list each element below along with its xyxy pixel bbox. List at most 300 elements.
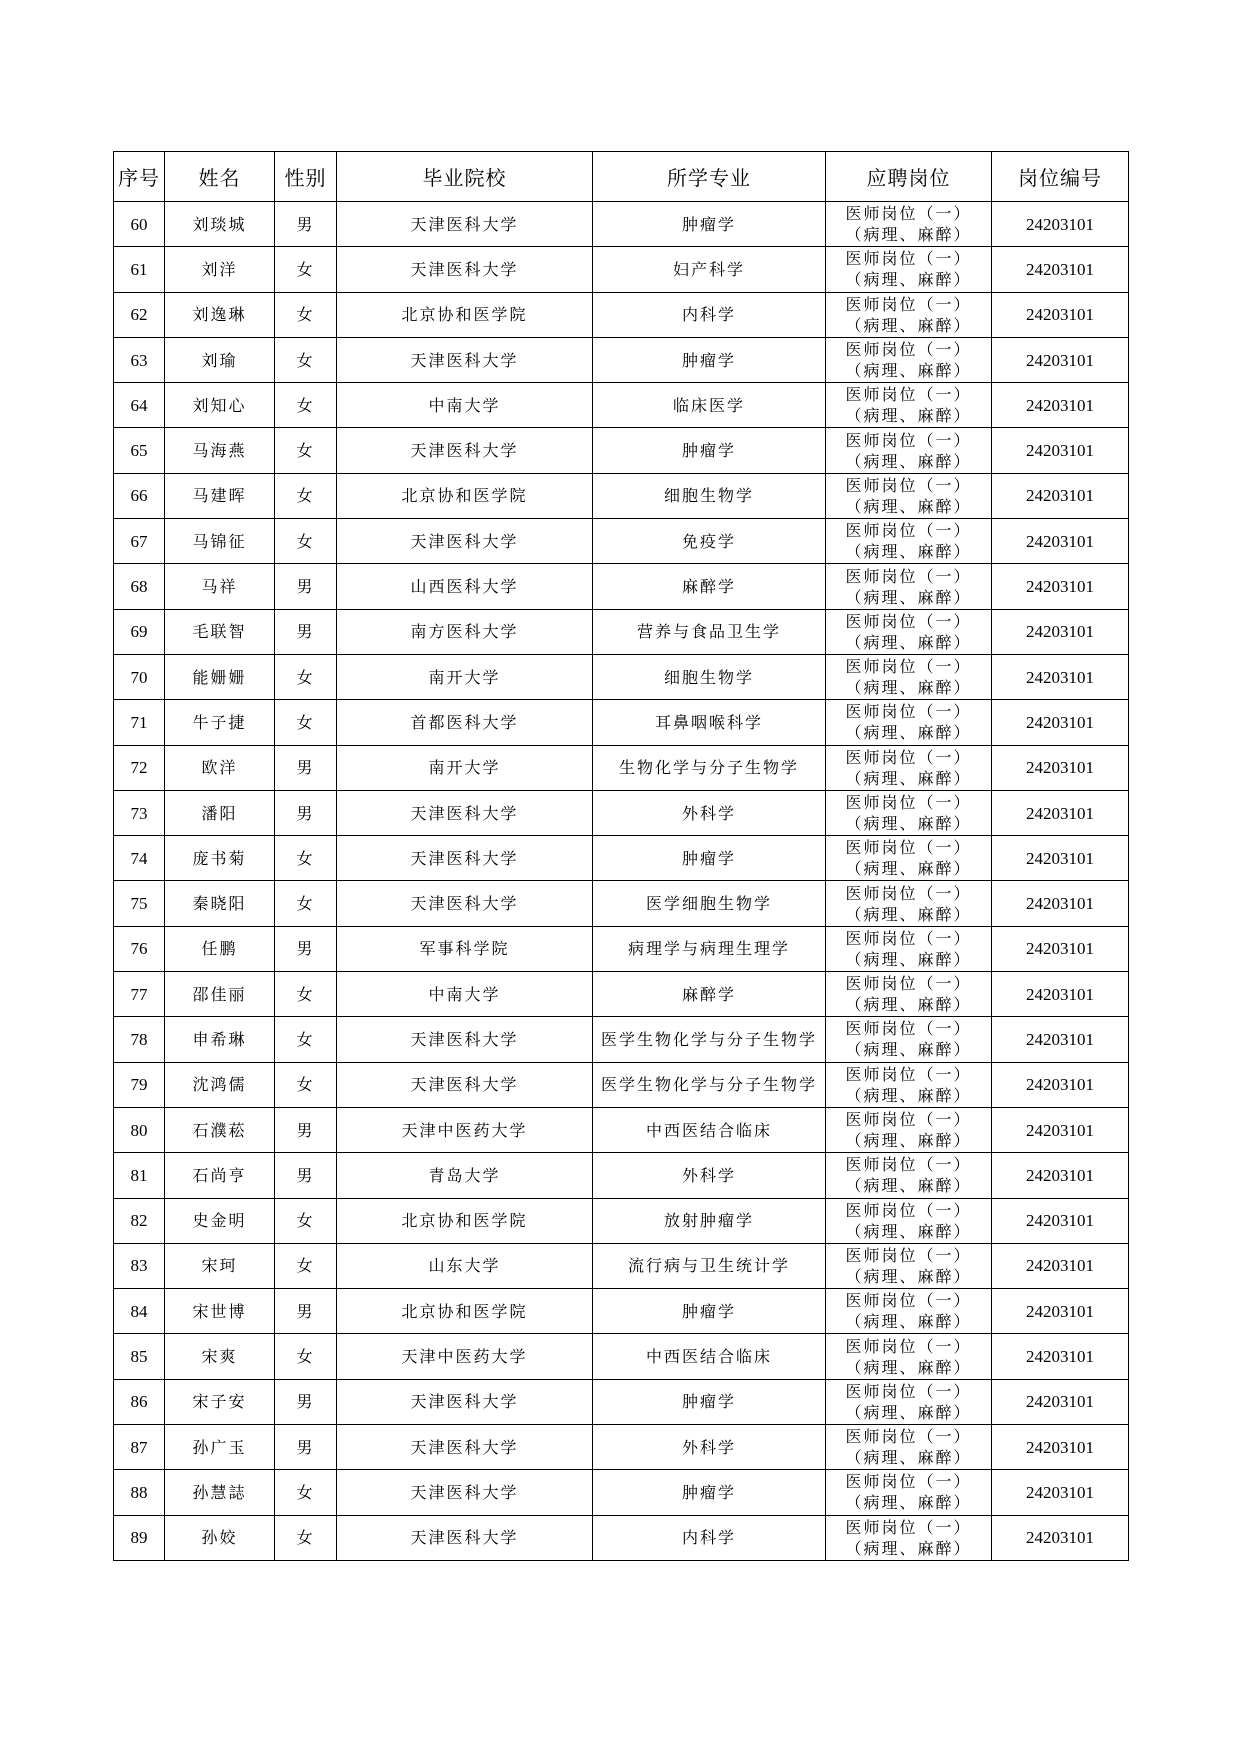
cell-position (826, 1198, 992, 1243)
cell-gender: 女 (275, 881, 337, 926)
cell-code: 24203101 (992, 1515, 1129, 1560)
position-line: 医师岗位（一） (845, 657, 972, 677)
cell-position (826, 1062, 992, 1107)
cell-code: 24203101 (992, 836, 1129, 881)
cell-school: 天津医科大学 (337, 202, 593, 247)
cell-name: 刘琰城 (165, 202, 275, 247)
cell-code: 24203101 (992, 1107, 1129, 1152)
cell-school: 天津医科大学 (337, 1379, 593, 1424)
cell-code: 24203101 (992, 1198, 1129, 1243)
cell-position (826, 926, 992, 971)
position-line: 医师岗位（一） (845, 1110, 972, 1130)
cell-gender: 女 (275, 1470, 337, 1515)
cell-name: 毛联智 (165, 609, 275, 654)
position-line: 医师岗位（一） (845, 475, 972, 495)
cell-school: 南开大学 (337, 745, 593, 790)
cell-position (826, 428, 992, 473)
cell-major: 耳鼻咽喉科学 (593, 700, 826, 745)
table-row (114, 519, 1129, 564)
cell-no: 66 (114, 473, 165, 518)
cell-position (826, 1289, 992, 1334)
cell-gender: 女 (275, 337, 337, 382)
table-row (114, 654, 1129, 699)
position-line: （病理、麻醉） (845, 1085, 972, 1105)
position-line: （病理、麻醉） (845, 1266, 972, 1286)
cell-gender: 女 (275, 473, 337, 518)
cell-no: 73 (114, 790, 165, 835)
cell-name: 马海燕 (165, 428, 275, 473)
cell-major: 细胞生物学 (593, 473, 826, 518)
position-line: 医师岗位（一） (845, 1019, 972, 1039)
cell-gender: 女 (275, 700, 337, 745)
table-row (114, 564, 1129, 609)
cell-major: 内科学 (593, 1515, 826, 1560)
position-line: 医师岗位（一） (845, 294, 972, 314)
header-code: 岗位编号 (992, 152, 1129, 202)
cell-position (826, 202, 992, 247)
cell-no: 75 (114, 881, 165, 926)
cell-no: 68 (114, 564, 165, 609)
cell-code: 24203101 (992, 1289, 1129, 1334)
cell-school: 山东大学 (337, 1243, 593, 1288)
cell-no: 63 (114, 337, 165, 382)
position-line: （病理、麻醉） (845, 1538, 972, 1558)
cell-position (826, 836, 992, 881)
cell-code: 24203101 (992, 745, 1129, 790)
table-row (114, 972, 1129, 1017)
cell-gender: 女 (275, 1243, 337, 1288)
cell-code: 24203101 (992, 1379, 1129, 1424)
cell-major: 麻醉学 (593, 972, 826, 1017)
table-row (114, 1198, 1129, 1243)
cell-school: 天津医科大学 (337, 1515, 593, 1560)
position-line: （病理、麻醉） (845, 496, 972, 516)
cell-gender: 女 (275, 1515, 337, 1560)
cell-gender: 女 (275, 428, 337, 473)
cell-school: 天津中医药大学 (337, 1107, 593, 1152)
cell-no: 86 (114, 1379, 165, 1424)
cell-name: 庞书菊 (165, 836, 275, 881)
cell-school: 青岛大学 (337, 1153, 593, 1198)
cell-position (826, 972, 992, 1017)
cell-code: 24203101 (992, 428, 1129, 473)
header-no: 序号 (114, 152, 165, 202)
cell-position (826, 654, 992, 699)
cell-name: 石尚亨 (165, 1153, 275, 1198)
position-line: （病理、麻醉） (845, 1357, 972, 1377)
cell-major: 营养与食品卫生学 (593, 609, 826, 654)
table-row (114, 745, 1129, 790)
position-line: （病理、麻醉） (845, 678, 972, 698)
cell-gender: 男 (275, 609, 337, 654)
cell-no: 70 (114, 654, 165, 699)
cell-school: 南方医科大学 (337, 609, 593, 654)
position-line: （病理、麻醉） (845, 451, 972, 471)
cell-major: 生物化学与分子生物学 (593, 745, 826, 790)
table-row (114, 1017, 1129, 1062)
position-line: 医师岗位（一） (845, 1064, 972, 1084)
position-line: （病理、麻醉） (845, 587, 972, 607)
cell-code: 24203101 (992, 1243, 1129, 1288)
table-row (114, 473, 1129, 518)
position-line: （病理、麻醉） (845, 225, 972, 245)
cell-position (826, 1334, 992, 1379)
position-line: 医师岗位（一） (845, 611, 972, 631)
cell-code: 24203101 (992, 383, 1129, 428)
cell-major: 妇产科学 (593, 247, 826, 292)
cell-school: 天津医科大学 (337, 428, 593, 473)
position-line: 医师岗位（一） (845, 1200, 972, 1220)
cell-gender: 女 (275, 1198, 337, 1243)
cell-gender: 男 (275, 202, 337, 247)
cell-name: 宋子安 (165, 1379, 275, 1424)
cell-code: 24203101 (992, 1470, 1129, 1515)
position-line: （病理、麻醉） (845, 1131, 972, 1151)
cell-school: 天津医科大学 (337, 1470, 593, 1515)
cell-name: 刘洋 (165, 247, 275, 292)
position-line: 医师岗位（一） (845, 1245, 972, 1265)
cell-major: 肿瘤学 (593, 1379, 826, 1424)
cell-no: 83 (114, 1243, 165, 1288)
cell-name: 欧洋 (165, 745, 275, 790)
cell-name: 牛子捷 (165, 700, 275, 745)
cell-code: 24203101 (992, 609, 1129, 654)
cell-position (826, 881, 992, 926)
position-line: 医师岗位（一） (845, 883, 972, 903)
cell-school: 军事科学院 (337, 926, 593, 971)
cell-gender: 男 (275, 926, 337, 971)
table-row (114, 1470, 1129, 1515)
cell-code: 24203101 (992, 1153, 1129, 1198)
table-row (114, 1515, 1129, 1560)
cell-name: 马锦征 (165, 519, 275, 564)
cell-name: 刘逸琳 (165, 292, 275, 337)
cell-code: 24203101 (992, 700, 1129, 745)
cell-no: 60 (114, 202, 165, 247)
cell-gender: 男 (275, 1107, 337, 1152)
table-row (114, 1425, 1129, 1470)
cell-major: 肿瘤学 (593, 1470, 826, 1515)
cell-school: 北京协和医学院 (337, 292, 593, 337)
position-line: 医师岗位（一） (845, 928, 972, 948)
position-line: （病理、麻醉） (845, 361, 972, 381)
cell-gender: 男 (275, 1425, 337, 1470)
cell-major: 中西医结合临床 (593, 1107, 826, 1152)
table-row (114, 337, 1129, 382)
cell-gender: 男 (275, 790, 337, 835)
position-line: 医师岗位（一） (845, 430, 972, 450)
cell-school: 天津医科大学 (337, 881, 593, 926)
position-line: （病理、麻醉） (845, 768, 972, 788)
cell-school: 天津医科大学 (337, 1017, 593, 1062)
cell-major: 肿瘤学 (593, 337, 826, 382)
cell-position (826, 1425, 992, 1470)
cell-school: 山西医科大学 (337, 564, 593, 609)
cell-code: 24203101 (992, 519, 1129, 564)
cell-code: 24203101 (992, 337, 1129, 382)
cell-name: 申希琳 (165, 1017, 275, 1062)
cell-major: 外科学 (593, 1425, 826, 1470)
cell-no: 74 (114, 836, 165, 881)
cell-gender: 女 (275, 383, 337, 428)
cell-name: 宋爽 (165, 1334, 275, 1379)
cell-no: 71 (114, 700, 165, 745)
position-line: （病理、麻醉） (845, 1493, 972, 1513)
cell-school: 天津医科大学 (337, 1062, 593, 1107)
cell-position (826, 609, 992, 654)
document-page (113, 151, 1128, 1561)
table-row (114, 1289, 1129, 1334)
candidate-table (113, 151, 1129, 1561)
cell-name: 马祥 (165, 564, 275, 609)
cell-code: 24203101 (992, 1062, 1129, 1107)
cell-gender: 女 (275, 836, 337, 881)
cell-no: 81 (114, 1153, 165, 1198)
cell-position (826, 564, 992, 609)
table-row (114, 790, 1129, 835)
position-line: 医师岗位（一） (845, 1336, 972, 1356)
cell-code: 24203101 (992, 292, 1129, 337)
header-school: 毕业院校 (337, 152, 593, 202)
position-line: 医师岗位（一） (845, 793, 972, 812)
table-row (114, 836, 1129, 881)
table-row (114, 383, 1129, 428)
table-row (114, 609, 1129, 654)
table-row (114, 926, 1129, 971)
cell-school: 北京协和医学院 (337, 1198, 593, 1243)
cell-code: 24203101 (992, 972, 1129, 1017)
cell-no: 82 (114, 1198, 165, 1243)
position-line: 医师岗位（一） (845, 249, 972, 269)
cell-school: 天津医科大学 (337, 1425, 593, 1470)
cell-gender: 男 (275, 745, 337, 790)
position-line: （病理、麻醉） (845, 814, 972, 833)
cell-name: 孙慧誌 (165, 1470, 275, 1515)
cell-position (826, 790, 992, 835)
cell-position (826, 383, 992, 428)
position-line: 医师岗位（一） (845, 702, 972, 722)
cell-code: 24203101 (992, 202, 1129, 247)
position-line: （病理、麻醉） (845, 1448, 972, 1468)
cell-no: 84 (114, 1289, 165, 1334)
cell-name: 能姗姗 (165, 654, 275, 699)
cell-position (826, 745, 992, 790)
cell-code: 24203101 (992, 473, 1129, 518)
cell-school: 天津医科大学 (337, 337, 593, 382)
cell-gender: 女 (275, 1062, 337, 1107)
cell-major: 医学生物化学与分子生物学 (593, 1062, 826, 1107)
cell-no: 62 (114, 292, 165, 337)
cell-position (826, 700, 992, 745)
cell-no: 89 (114, 1515, 165, 1560)
cell-name: 邵佳丽 (165, 972, 275, 1017)
cell-major: 医学生物化学与分子生物学 (593, 1017, 826, 1062)
table-header-row (114, 152, 1129, 202)
table-row (114, 428, 1129, 473)
position-line: （病理、麻醉） (845, 1040, 972, 1060)
cell-major: 中西医结合临床 (593, 1334, 826, 1379)
cell-gender: 男 (275, 1153, 337, 1198)
position-line: （病理、麻醉） (845, 315, 972, 335)
table-row (114, 202, 1129, 247)
cell-school: 北京协和医学院 (337, 1289, 593, 1334)
cell-school: 中南大学 (337, 383, 593, 428)
cell-school: 北京协和医学院 (337, 473, 593, 518)
cell-code: 24203101 (992, 1017, 1129, 1062)
cell-no: 67 (114, 519, 165, 564)
cell-gender: 女 (275, 972, 337, 1017)
cell-no: 87 (114, 1425, 165, 1470)
cell-gender: 男 (275, 564, 337, 609)
cell-gender: 女 (275, 1334, 337, 1379)
position-line: 医师岗位（一） (845, 1155, 972, 1175)
table-row (114, 1107, 1129, 1152)
cell-name: 宋世博 (165, 1289, 275, 1334)
cell-position (826, 1470, 992, 1515)
cell-major: 外科学 (593, 1153, 826, 1198)
position-line: 医师岗位（一） (845, 1517, 972, 1537)
table-row (114, 700, 1129, 745)
cell-gender: 女 (275, 292, 337, 337)
cell-gender: 女 (275, 1017, 337, 1062)
position-line: 医师岗位（一） (845, 747, 972, 767)
cell-major: 放射肿瘤学 (593, 1198, 826, 1243)
cell-major: 肿瘤学 (593, 428, 826, 473)
position-line: （病理、麻醉） (845, 1402, 972, 1422)
cell-code: 24203101 (992, 790, 1129, 835)
cell-code: 24203101 (992, 247, 1129, 292)
cell-major: 肿瘤学 (593, 202, 826, 247)
cell-no: 79 (114, 1062, 165, 1107)
cell-position (826, 1107, 992, 1152)
cell-name: 石濮菘 (165, 1107, 275, 1152)
table-row (114, 1062, 1129, 1107)
cell-school: 天津医科大学 (337, 836, 593, 881)
position-line: 医师岗位（一） (845, 340, 972, 360)
cell-no: 88 (114, 1470, 165, 1515)
cell-school: 中南大学 (337, 972, 593, 1017)
cell-no: 69 (114, 609, 165, 654)
cell-school: 首都医科大学 (337, 700, 593, 745)
cell-major: 肿瘤学 (593, 1289, 826, 1334)
cell-code: 24203101 (992, 926, 1129, 971)
position-line: 医师岗位（一） (845, 1291, 972, 1311)
cell-position (826, 1017, 992, 1062)
table-row (114, 881, 1129, 926)
position-line: （病理、麻醉） (845, 859, 972, 879)
cell-code: 24203101 (992, 1334, 1129, 1379)
header-gender: 性别 (275, 152, 337, 202)
cell-position (826, 1515, 992, 1560)
cell-major: 医学细胞生物学 (593, 881, 826, 926)
header-name: 姓名 (165, 152, 275, 202)
cell-no: 85 (114, 1334, 165, 1379)
cell-school: 南开大学 (337, 654, 593, 699)
position-line: 医师岗位（一） (845, 838, 972, 858)
cell-name: 刘瑜 (165, 337, 275, 382)
position-line: 医师岗位（一） (845, 1472, 972, 1492)
table-row (114, 1243, 1129, 1288)
cell-gender: 男 (275, 1289, 337, 1334)
position-line: （病理、麻醉） (845, 1221, 972, 1241)
cell-school: 天津医科大学 (337, 519, 593, 564)
header-major: 所学专业 (593, 152, 826, 202)
position-line: （病理、麻醉） (845, 542, 972, 562)
cell-school: 天津医科大学 (337, 790, 593, 835)
table-row (114, 1379, 1129, 1424)
position-line: 医师岗位（一） (845, 974, 972, 994)
cell-name: 任鹏 (165, 926, 275, 971)
cell-major: 病理学与病理生理学 (593, 926, 826, 971)
cell-no: 72 (114, 745, 165, 790)
cell-gender: 男 (275, 1379, 337, 1424)
cell-school: 天津中医药大学 (337, 1334, 593, 1379)
cell-major: 内科学 (593, 292, 826, 337)
position-line: 医师岗位（一） (845, 1427, 972, 1447)
cell-major: 临床医学 (593, 383, 826, 428)
cell-no: 77 (114, 972, 165, 1017)
table-row (114, 247, 1129, 292)
position-line: 医师岗位（一） (845, 385, 972, 405)
cell-major: 免疫学 (593, 519, 826, 564)
cell-major: 麻醉学 (593, 564, 826, 609)
cell-major: 肿瘤学 (593, 836, 826, 881)
position-line: （病理、麻醉） (845, 1176, 972, 1196)
cell-name: 马建晖 (165, 473, 275, 518)
cell-position (826, 337, 992, 382)
cell-no: 64 (114, 383, 165, 428)
cell-no: 76 (114, 926, 165, 971)
cell-no: 65 (114, 428, 165, 473)
cell-gender: 女 (275, 654, 337, 699)
position-line: 医师岗位（一） (845, 521, 972, 541)
cell-code: 24203101 (992, 564, 1129, 609)
table-row (114, 292, 1129, 337)
cell-no: 61 (114, 247, 165, 292)
position-line: （病理、麻醉） (845, 904, 972, 924)
cell-name: 孙广玉 (165, 1425, 275, 1470)
cell-name: 沈鸿儒 (165, 1062, 275, 1107)
cell-gender: 女 (275, 519, 337, 564)
position-line: （病理、麻醉） (845, 270, 972, 290)
position-line: 医师岗位（一） (845, 1381, 972, 1401)
cell-no: 80 (114, 1107, 165, 1152)
position-line: （病理、麻醉） (845, 1312, 972, 1332)
cell-name: 秦晓阳 (165, 881, 275, 926)
position-line: （病理、麻醉） (845, 949, 972, 969)
position-line: （病理、麻醉） (845, 723, 972, 743)
cell-position (826, 519, 992, 564)
position-line: 医师岗位（一） (845, 204, 972, 224)
cell-school: 天津医科大学 (337, 247, 593, 292)
cell-position (826, 247, 992, 292)
cell-position (826, 473, 992, 518)
cell-code: 24203101 (992, 1425, 1129, 1470)
cell-name: 史金明 (165, 1198, 275, 1243)
table-body (114, 202, 1129, 1561)
cell-code: 24203101 (992, 881, 1129, 926)
position-line: （病理、麻醉） (845, 995, 972, 1015)
cell-name: 潘阳 (165, 790, 275, 835)
header-position: 应聘岗位 (826, 152, 992, 202)
position-line: 医师岗位（一） (845, 566, 972, 586)
table-row (114, 1153, 1129, 1198)
cell-gender: 女 (275, 247, 337, 292)
cell-major: 外科学 (593, 790, 826, 835)
cell-name: 宋珂 (165, 1243, 275, 1288)
cell-no: 78 (114, 1017, 165, 1062)
cell-position (826, 1243, 992, 1288)
